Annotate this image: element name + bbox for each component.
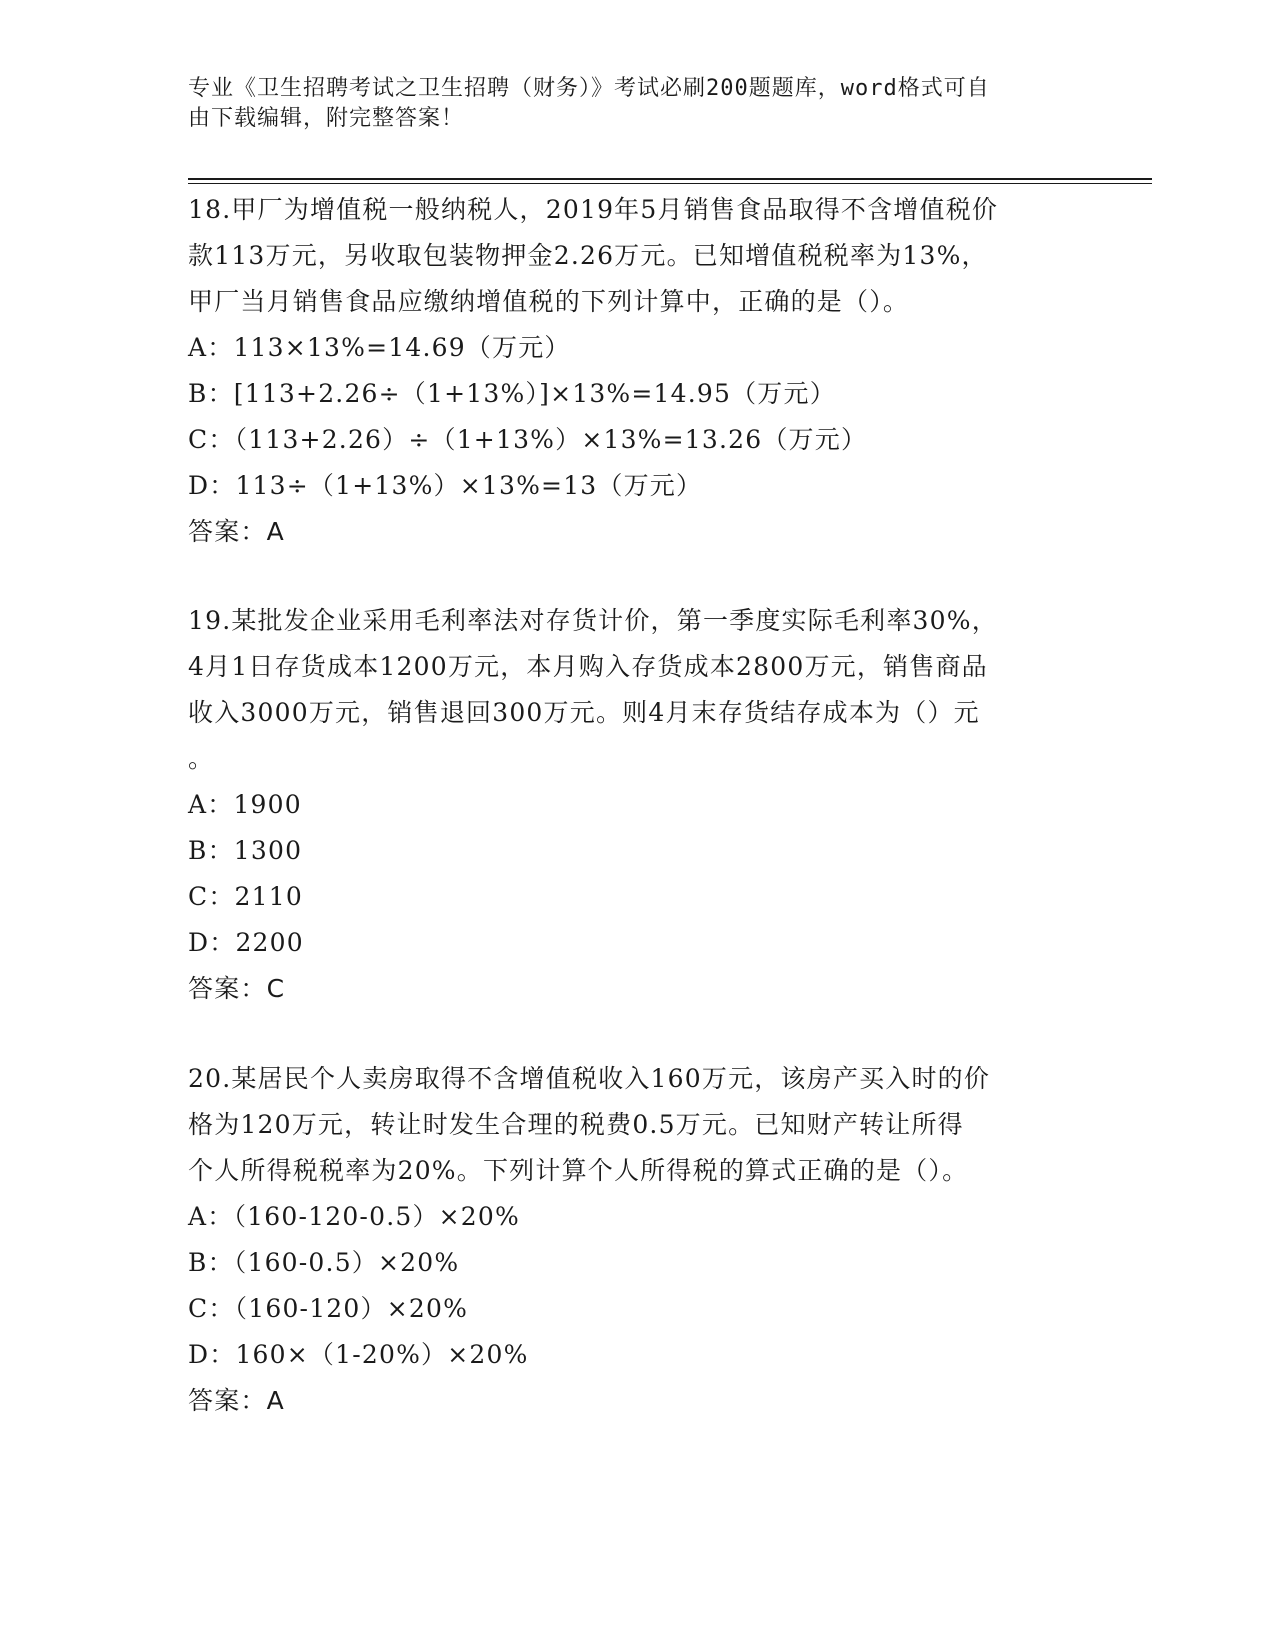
answer-line: 答案：A: [188, 517, 285, 546]
document-header: [188, 74, 1088, 134]
question-stem-line: 18.甲厂为增值税一般纳税人，2019年5月销售食品取得不含增值税价: [188, 195, 999, 224]
header-divider-thick: [188, 178, 1152, 180]
option-b: B：（160-0.5）×20%: [188, 1248, 460, 1277]
header-line-1: 专业《卫生招聘考试之卫生招聘（财务）》考试必刷200题题库，word格式可自: [188, 76, 990, 101]
option-a: A：113×13%=14.69（万元）: [188, 333, 571, 362]
question-18: [188, 187, 1088, 555]
option-b: B：[113+2.26÷（1+13%）]×13%=14.95（万元）: [188, 379, 836, 408]
option-a: A：1900: [188, 790, 302, 819]
header-line-2: 由下载编辑，附完整答案！: [188, 106, 465, 131]
question-stem-line: 4月1日存货成本1200万元，本月购入存货成本2800万元，销售商品: [188, 652, 988, 681]
question-stem-line: 收入3000万元，销售退回300万元。则4月末存货结存成本为（）元: [188, 698, 980, 727]
question-stem-line: 20.某居民个人卖房取得不含增值税收入160万元，该房产买入时的价: [188, 1064, 991, 1093]
header-divider-thin: [188, 183, 1152, 184]
question-stem-line: 甲厂当月销售食品应缴纳增值税的下列计算中，正确的是（）。: [188, 287, 910, 316]
question-20: [188, 1056, 1088, 1424]
option-b: B：1300: [188, 836, 303, 865]
option-d: D：2200: [188, 928, 304, 957]
question-stem-line: 。: [188, 744, 215, 773]
question-stem-line: 个人所得税税率为20%。下列计算个人所得税的算式正确的是（）。: [188, 1156, 969, 1185]
question-stem-line: 款113万元，另收取包装物押金2.26万元。已知增值税税率为13%，: [188, 241, 988, 270]
option-c: C：2110: [188, 882, 303, 911]
question-stem-line: 格为120万元，转让时发生合理的税费0.5万元。已知财产转让所得: [188, 1110, 964, 1139]
question-stem-line: 19.某批发企业采用毛利率法对存货计价，第一季度实际毛利率30%，: [188, 606, 998, 635]
option-c: C：（160-120）×20%: [188, 1294, 469, 1323]
answer-line: 答案：A: [188, 1386, 285, 1415]
question-19: [188, 598, 1088, 1012]
answer-line: 答案：C: [188, 974, 286, 1003]
option-c: C：（113+2.26）÷（1+13%）×13%=13.26（万元）: [188, 425, 868, 454]
option-a: A：（160-120-0.5）×20%: [188, 1202, 520, 1231]
option-d: D：113÷（1+13%）×13%=13（万元）: [188, 471, 703, 500]
option-d: D：160×（1-20%）×20%: [188, 1340, 529, 1369]
